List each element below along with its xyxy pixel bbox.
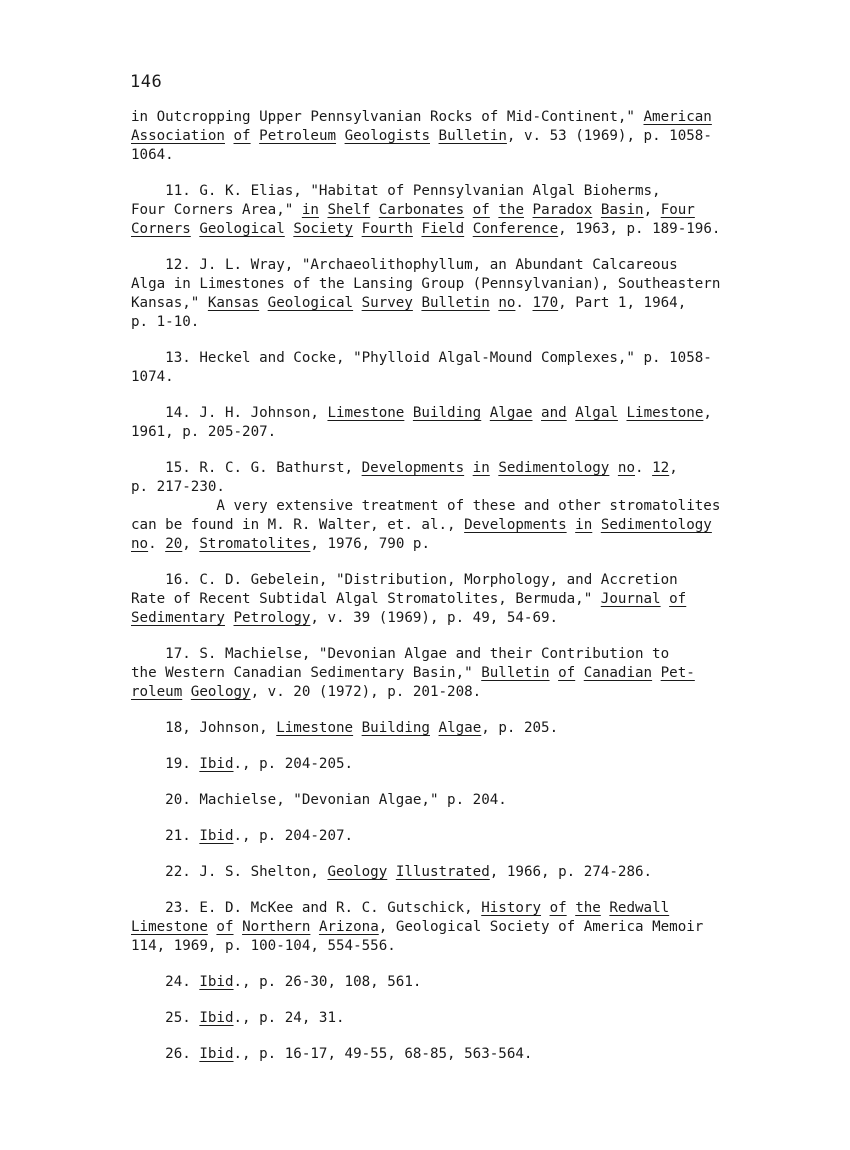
footnote-line xyxy=(131,146,721,165)
footnote-line xyxy=(131,918,721,937)
footnote-text xyxy=(225,128,234,144)
footnote-text: the Western Canadian Sedimentary Basin," xyxy=(131,665,482,681)
footnote-line xyxy=(131,423,721,442)
footnote-text: , xyxy=(643,202,661,218)
underlined-title-text: Building xyxy=(361,720,430,736)
footnote-text: 18, Johnson, xyxy=(131,720,277,736)
footnote-line xyxy=(131,478,721,497)
footnote-text: , xyxy=(703,405,712,421)
underlined-title-text: 170 xyxy=(532,295,559,311)
footnote-text: . xyxy=(515,295,533,311)
underlined-title-text: Pet- xyxy=(660,665,695,681)
underlined-title-text: Ibid xyxy=(199,1010,234,1026)
underlined-title-text: Ibid xyxy=(199,756,234,772)
footnote-text: 19. xyxy=(131,756,200,772)
underlined-title-text: Illustrated xyxy=(395,864,490,880)
footnote-text: p. 1-10. xyxy=(131,314,200,330)
footnote-line xyxy=(131,349,721,368)
underlined-title-text: Limestone xyxy=(327,405,405,421)
footnote-text xyxy=(464,221,473,237)
footnote-text: can be found in M. R. Walter, et. al., xyxy=(131,517,465,533)
footnote-text: ., p. 204-205. xyxy=(233,756,354,772)
footnote-text: 25. xyxy=(131,1010,200,1026)
footnote-text: 1961, p. 205-207. xyxy=(131,424,277,440)
underlined-title-text: no xyxy=(617,460,635,476)
footnote-paragraph xyxy=(131,108,721,165)
underlined-title-text: Basin xyxy=(600,202,644,218)
underlined-title-text: in xyxy=(472,460,490,476)
footnote-text: , v. 53 (1969), p. 1058- xyxy=(506,128,712,144)
underlined-title-text: Geology xyxy=(327,864,388,880)
footnote-line xyxy=(131,294,721,313)
underlined-title-text: roleum xyxy=(131,684,183,700)
footnote-text xyxy=(464,460,473,476)
underlined-title-text: Canadian xyxy=(583,665,653,681)
underlined-title-text: of xyxy=(216,919,234,935)
underlined-title-text: Developments xyxy=(464,517,567,533)
underlined-title-text: Carbonates xyxy=(378,202,465,218)
underlined-title-text: Northern xyxy=(242,919,311,935)
underlined-title-text: Sedimentology xyxy=(498,460,610,476)
footnote-line xyxy=(131,755,721,774)
underlined-title-text: of xyxy=(558,665,576,681)
footnote-text xyxy=(430,128,439,144)
footnote-line xyxy=(131,368,721,387)
underlined-title-text: Geology xyxy=(190,684,251,700)
footnote-line xyxy=(131,899,721,918)
footnote-line xyxy=(131,201,721,220)
underlined-title-text: Stromatolites xyxy=(199,536,311,552)
footnote-text xyxy=(251,128,260,144)
underlined-title-text: Geological xyxy=(199,221,285,237)
footnote-text xyxy=(541,900,550,916)
footnote-line xyxy=(131,571,721,590)
footnote-text xyxy=(567,517,576,533)
footnote-text xyxy=(259,295,268,311)
footnote-text xyxy=(575,665,584,681)
footnote-line xyxy=(131,256,721,275)
footnote-text: 24. xyxy=(131,974,200,990)
footnote-text xyxy=(533,405,542,421)
footnote-text: Rate of Recent Subtidal Algal Stromatolites, Bermuda," xyxy=(131,591,601,607)
footnote-text xyxy=(567,405,576,421)
footnote-line xyxy=(131,719,721,738)
footnote-text: Kansas," xyxy=(131,295,208,311)
footnote-text: . xyxy=(635,460,653,476)
footnote-text xyxy=(387,864,396,880)
underlined-title-text: Building xyxy=(412,405,482,421)
underlined-title-text: Society xyxy=(293,221,354,237)
footnote-text: 23. E. D. McKee and R. C. Gutschick, xyxy=(131,900,482,916)
underlined-title-text: of xyxy=(669,591,687,607)
footnote-text: 16. C. D. Gebelein, "Distribution, Morphology, and Accretion xyxy=(131,572,678,588)
footnote-line xyxy=(131,791,721,810)
footnote-paragraph xyxy=(131,645,721,702)
footnote-text xyxy=(370,202,379,218)
footnote-line xyxy=(131,863,721,882)
footnote-paragraph xyxy=(131,459,721,554)
footnote-text: 17. S. Machielse, "Devonian Algae and their Contribution to xyxy=(131,646,670,662)
underlined-title-text: no xyxy=(131,536,149,552)
footnote-paragraph xyxy=(131,182,721,239)
footnote-line xyxy=(131,516,721,535)
footnote-text xyxy=(592,202,601,218)
footnote-text: , v. 20 (1972), p. 201-208. xyxy=(250,684,482,700)
underlined-title-text: Paradox xyxy=(532,202,593,218)
underlined-title-text: Limestone xyxy=(131,919,208,935)
underlined-title-text: Sedimentology xyxy=(600,517,712,533)
underlined-title-text: and xyxy=(541,405,567,421)
footnote-text: 1064. xyxy=(131,147,174,163)
underlined-title-text: Algae xyxy=(489,405,533,421)
underlined-title-text: Shelf xyxy=(327,202,371,218)
footnote-text: 20. Machielse, "Devonian Algae," p. 204. xyxy=(131,792,507,808)
footnote-text xyxy=(609,460,618,476)
footnote-paragraph xyxy=(131,571,721,628)
footnote-text: 14. J. H. Johnson, xyxy=(131,405,328,421)
footnote-line xyxy=(131,664,721,683)
footnote-text: 1074. xyxy=(131,369,174,385)
underlined-title-text: Ibid xyxy=(199,1046,234,1062)
footnote-text: , Part 1, 1964, xyxy=(558,295,687,311)
underlined-title-text: Kansas xyxy=(207,295,260,311)
footnote-paragraph xyxy=(131,404,721,442)
footnote-text xyxy=(430,720,439,736)
underlined-title-text: Field xyxy=(421,221,465,237)
underlined-title-text: Developments xyxy=(361,460,465,476)
footnote-paragraph xyxy=(131,899,721,956)
underlined-title-text: Bulletin xyxy=(438,128,507,144)
underlined-title-text: Ibid xyxy=(199,828,234,844)
footnote-line xyxy=(131,937,721,956)
footnote-text: ., p. 16-17, 49-55, 68-85, 563-564. xyxy=(233,1046,533,1062)
footnote-text: Four Corners Area," xyxy=(131,202,302,218)
footnote-text: , xyxy=(669,460,678,476)
underlined-title-text: American xyxy=(643,109,712,125)
underlined-title-text: Geological xyxy=(267,295,354,311)
footnote-line xyxy=(131,609,721,628)
footnote-text: , p. 205. xyxy=(481,720,559,736)
footnote-line xyxy=(131,108,721,127)
footnote-text xyxy=(550,665,559,681)
underlined-title-text: Survey xyxy=(361,295,413,311)
footnote-paragraph xyxy=(131,1045,721,1064)
underlined-title-text: Conference xyxy=(472,221,559,237)
footnote-paragraph xyxy=(131,973,721,992)
footnote-text: 114, 1969, p. 100-104, 554-556. xyxy=(131,938,396,954)
footnote-text xyxy=(353,720,362,736)
footnote-text xyxy=(353,295,362,311)
footnote-paragraph xyxy=(131,863,721,882)
footnote-text xyxy=(661,591,670,607)
footnote-text xyxy=(481,405,490,421)
underlined-title-text: Limestone xyxy=(626,405,704,421)
footnote-text xyxy=(652,665,661,681)
underlined-title-text: Sedimentary xyxy=(131,610,225,626)
underlined-title-text: in xyxy=(301,202,319,218)
footnote-text: 15. R. C. G. Bathurst, xyxy=(131,460,362,476)
footnote-line xyxy=(131,535,721,554)
footnote-text: ., p. 204-207. xyxy=(233,828,354,844)
footnote-text: , v. 39 (1969), p. 49, 54-69. xyxy=(310,610,559,626)
footnote-paragraph xyxy=(131,755,721,774)
underlined-title-text: Bulletin xyxy=(481,665,550,681)
underlined-title-text: Petroleum xyxy=(259,128,337,144)
underlined-title-text: in xyxy=(575,517,593,533)
footnote-line xyxy=(131,683,721,702)
footnote-text xyxy=(567,900,576,916)
underlined-title-text: of xyxy=(472,202,490,218)
underlined-title-text: of xyxy=(549,900,567,916)
footnotes-list xyxy=(131,108,721,1081)
footnote-text xyxy=(182,684,191,700)
underlined-title-text: no xyxy=(498,295,516,311)
footnote-text: 13. Heckel and Cocke, "Phylloid Algal-Mound Complexes," p. 1058- xyxy=(131,350,712,366)
footnote-paragraph xyxy=(131,256,721,332)
underlined-title-text: Arizona xyxy=(318,919,379,935)
footnote-line xyxy=(131,127,721,146)
footnote-text xyxy=(225,610,234,626)
footnote-text: ., p. 26-30, 108, 561. xyxy=(233,974,422,990)
underlined-title-text: Four xyxy=(660,202,695,218)
underlined-title-text: Journal xyxy=(600,591,661,607)
underlined-title-text: of xyxy=(233,128,251,144)
footnote-line xyxy=(131,275,721,294)
underlined-title-text: the xyxy=(498,202,524,218)
footnote-text xyxy=(336,128,345,144)
footnote-text: ., p. 24, 31. xyxy=(233,1010,345,1026)
footnote-line xyxy=(131,1045,721,1064)
underlined-title-text: Bulletin xyxy=(421,295,490,311)
footnote-paragraph xyxy=(131,349,721,387)
footnote-text xyxy=(404,405,413,421)
footnote-text: , 1966, p. 274-286. xyxy=(489,864,653,880)
footnote-text xyxy=(524,202,533,218)
footnote-text: 26. xyxy=(131,1046,200,1062)
underlined-title-text: Ibid xyxy=(199,974,234,990)
underlined-title-text: Limestone xyxy=(276,720,354,736)
footnote-text: 21. xyxy=(131,828,200,844)
footnote-line xyxy=(131,404,721,423)
underlined-title-text: Algal xyxy=(575,405,618,421)
footnote-line xyxy=(131,973,721,992)
footnote-text xyxy=(592,517,601,533)
underlined-title-text: Corners xyxy=(131,221,191,237)
footnote-text xyxy=(464,202,473,218)
underlined-title-text: Fourth xyxy=(361,221,413,237)
underlined-title-text: 12 xyxy=(652,460,670,476)
footnote-text: . xyxy=(148,536,166,552)
footnote-text: in Outcropping Upper Pennsylvanian Rocks of Mid-Continent," xyxy=(131,109,644,125)
underlined-title-text: Geologists xyxy=(344,128,430,144)
footnote-text: , 1963, p. 189-196. xyxy=(558,221,721,237)
underlined-title-text: Petrology xyxy=(233,610,311,626)
page-number: 146 xyxy=(130,72,163,92)
footnote-line xyxy=(131,313,721,332)
underlined-title-text: 20 xyxy=(165,536,183,552)
footnote-text: , Geological Society of America Memoir xyxy=(378,919,704,935)
footnote-text xyxy=(234,919,243,935)
footnote-text: A very extensive treatment of these and other stromatolites xyxy=(131,498,721,514)
footnote-line xyxy=(131,827,721,846)
footnote-text: 22. J. S. Shelton, xyxy=(131,864,328,880)
footnote-text: 12. J. L. Wray, "Archaeolithophyllum, an Abundant Calcareous xyxy=(131,257,678,273)
footnote-text: 11. G. K. Elias, "Habitat of Pennsylvanian Algal Bioherms, xyxy=(131,183,661,199)
footnote-line xyxy=(131,645,721,664)
footnote-paragraph xyxy=(131,791,721,810)
footnote-text xyxy=(310,919,319,935)
footnote-paragraph xyxy=(131,1009,721,1028)
footnote-text: Alga in Limestones of the Lansing Group (Pennsylvanian), Southeastern xyxy=(131,276,721,292)
footnote-line xyxy=(131,590,721,609)
footnote-paragraph xyxy=(131,719,721,738)
footnote-line xyxy=(131,497,721,516)
footnote-line xyxy=(131,220,721,239)
footnote-text: , 1976, 790 p. xyxy=(310,536,431,552)
underlined-title-text: Association xyxy=(131,128,225,144)
footnote-line xyxy=(131,1009,721,1028)
underlined-title-text: the xyxy=(575,900,601,916)
underlined-title-text: Algae xyxy=(438,720,482,736)
footnote-text xyxy=(353,221,362,237)
footnote-text: , xyxy=(182,536,200,552)
footnote-line xyxy=(131,459,721,478)
underlined-title-text: Redwall xyxy=(609,900,670,916)
footnote-line xyxy=(131,182,721,201)
footnote-paragraph xyxy=(131,827,721,846)
underlined-title-text: History xyxy=(481,900,542,916)
footnote-text: p. 217-230. xyxy=(131,479,225,495)
